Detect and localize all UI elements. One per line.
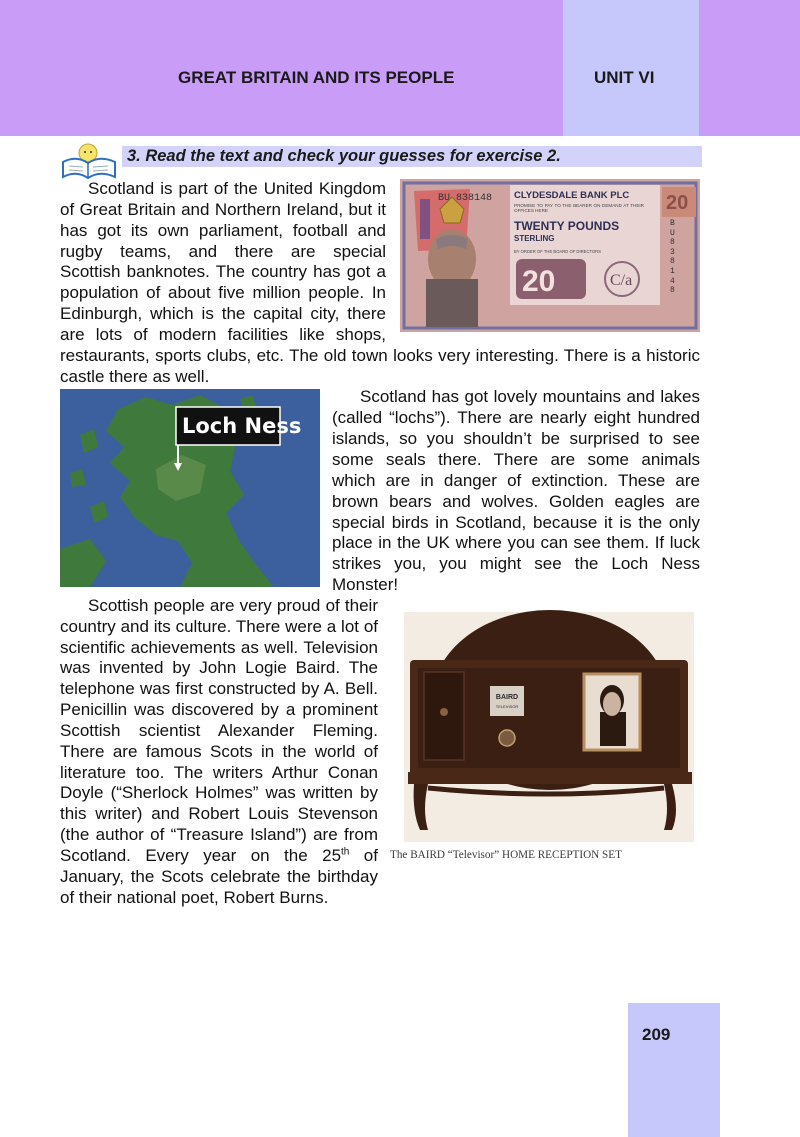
scotland-map-image [60,389,320,587]
svg-text:C/a: C/a [610,272,633,289]
tv-sub-brand: TELEVISOR [495,703,519,709]
banknote-vertical-serial: B U 8 3 8 1 4 8 [670,219,675,296]
banknote-value: 20 [522,265,556,298]
section-title: GREAT BRITAIN AND ITS PEOPLE [178,68,455,87]
ordinal-suffix: th [341,846,350,858]
banknote-by-order: BY ORDER OF THE BOARD OF DIRECTORS [514,249,602,254]
achievements-text: Scottish people are very proud of their country and its culture. There were a lot of scientific achievements as well. Television was invented by John Logie Baird. The telephone was first constructed by A. Bell. Penicillin was discovered by a prominent Scottish scientist Alexander Fleming. There are famous Scots in the world of literature too. The writers Arthur Conan Doyle (“Sherlock Holmes” was written by this writer) and Robert Louis Stevenson (the author of “Treasure Island”) are from Scotland. Every year on the 25 [60,595,378,865]
banknote-serial: BU 838148 [438,193,493,204]
tv-brand: BAIRD [495,693,519,701]
unit-label: UNIT VI [594,68,655,87]
banknote-currency: STERLING [514,234,555,243]
main-text [60,179,700,909]
tv-caption: The BAIRD “Televisor” HOME RECEPTION SET [390,848,622,861]
scottish-banknote-image [400,179,700,332]
reading-book-icon [60,140,118,180]
paragraph-scotland-intro: Scotland is part of the United Kingdom of Great Britain and Northern Ireland, but it has got its own parliament, football and rugby teams, and there are special Scottish banknotes. The country has got a population of about five million people. In Edinburgh, which is the capital city, there are lots of modern facilities like shops, restaurants, sports clubs, etc. The old town looks very interesting. There is a historic castle there as well. [60,179,700,386]
baird-televisor-image [390,600,700,865]
loch-ness-label: Loch Ness [182,414,302,439]
achievements-text-end: of January, the Scots celebrate the birthday of their national poet, Robert Burns. [60,846,378,907]
banknote-promise: PROMISE TO PAY TO THE BEARER ON DEMAND AT THEIR OFFICES HERE [514,203,644,213]
page-number-block [628,1003,720,1137]
banknote-bank-name: CLYDESDALE BANK PLC [514,190,630,201]
banknote-denomination: TWENTY POUNDS [514,219,620,233]
page-number: 209 [642,1025,671,1044]
paragraph-scotland-nature: Scotland has got lovely mountains and lakes (called “lochs”). There are nearly eight hundred islands, so you shouldn’t be surprised to see some seals there. There are some animals which are in danger of extinction. These are brown bears and wolves. Golden eagles are special birds in Scotland, because it is the only place in the UK where you can see them. If luck strikes you, you might see the Loch Ness Monster! [332,387,700,595]
exercise-instruction: 3. Read the text and check your guesses for exercise 2. [127,147,561,165]
svg-text:20: 20 [666,192,689,214]
